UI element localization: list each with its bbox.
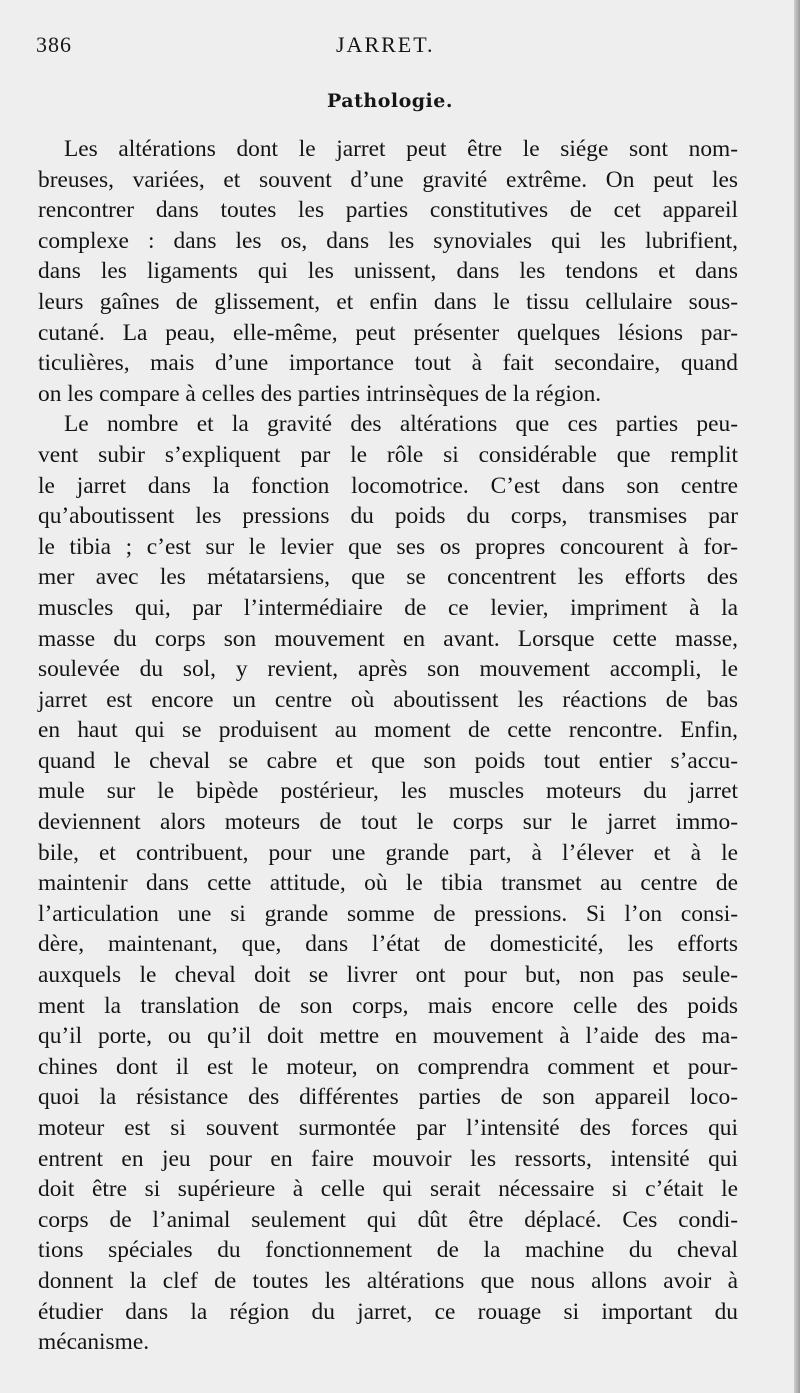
text-line: doit être si supérieure à celle qui serait nécessaire si c’était le — [38, 1176, 738, 1203]
page-number: 386 — [36, 32, 72, 57]
text-line: leurs gaînes de glissement, et enfin dans le tissu cellulaire sous- — [38, 288, 738, 315]
text-line: ticulières, mais d’une importance tout à fait secondaire, quand — [38, 350, 738, 377]
text-line: soulevée du sol, y revient, après son mouvement accompli, le — [38, 656, 738, 683]
text-line: masse du corps son mouvement en avant. Lorsque cette masse, — [38, 625, 738, 652]
text-line: dans les ligaments qui les unissent, dans les tendons et dans — [38, 258, 738, 285]
running-title: JARRET. — [336, 32, 435, 57]
text-line: ment la translation de son corps, mais encore celle des poids — [38, 992, 738, 1019]
text-line: en haut qui se produisent au moment de cette rencontre. Enfin, — [38, 717, 738, 744]
text-line: chines dont il est le moteur, on comprendra comment et pour- — [38, 1053, 738, 1080]
running-head — [36, 32, 736, 62]
text-line: breuses, variées, et souvent d’une gravité extrême. On peut les — [38, 166, 738, 193]
text-line: mécanisme. — [38, 1329, 150, 1356]
body-text — [38, 134, 738, 1358]
text-line: mer avec les métatarsiens, que se concentrent les efforts des — [38, 564, 738, 591]
text-line: rencontrer dans toutes les parties constitutives de cet appareil — [38, 197, 738, 224]
page-edge-shadow — [794, 0, 800, 1393]
text-line: deviennent alors moteurs de tout le corps sur le jarret immo- — [38, 809, 738, 836]
text-line: moteur est si souvent surmontée par l’intensité des forces qui — [38, 1115, 738, 1141]
text-line: on les compare à celles des parties intrinsèques de la région. — [38, 380, 602, 407]
text-line: muscles qui, par l’intermédiaire de ce levier, impriment à la — [38, 594, 738, 621]
text-line: corps de l’animal seulement qui dût être déplacé. Ces condi- — [38, 1206, 738, 1233]
text-line: le tibia ; c’est sur le levier que ses os propres concourent à for- — [38, 533, 738, 560]
text-line: dère, maintenant, que, dans l’état de domesticité, les efforts — [38, 931, 738, 958]
text-line: complexe : dans les os, dans les synoviales qui les lubrifient, — [38, 227, 738, 254]
text-line: étudier dans la région du jarret, ce rouage si important du — [38, 1298, 738, 1325]
text-line: vent subir s’expliquent par le rôle si considérable que remplit — [38, 441, 738, 468]
text-line: Le nombre et la gravité des altérations que ces parties peu- — [64, 411, 738, 438]
text-line: quand le cheval se cabre et que son poids tout entier s’accu- — [38, 747, 738, 774]
section-title: Pathologie. — [327, 90, 453, 112]
text-line: l’articulation une si grande somme de pressions. Si l’on consi- — [38, 900, 738, 927]
text-line: le jarret dans la fonction locomotrice. C’est dans son centre — [38, 472, 738, 499]
text-line: jarret est encore un centre où aboutissent les réactions de bas — [38, 686, 738, 713]
text-line: entrent en jeu pour en faire mouvoir les ressorts, intensité qui — [38, 1145, 738, 1172]
text-line: auxquels le cheval doit se livrer ont pour but, non pas seule- — [38, 962, 738, 989]
text-line: Les altérations dont le jarret peut être le siége sont nom- — [64, 136, 738, 162]
text-line: quoi la résistance des différentes parties de son appareil loco- — [38, 1084, 738, 1111]
text-line: qu’il porte, ou qu’il doit mettre en mouvement à l’aide des ma- — [38, 1023, 738, 1050]
text-line: tions spéciales du fonctionnement de la machine du cheval — [38, 1237, 738, 1264]
text-line: cutané. La peau, elle-même, peut présenter quelques lésions par- — [38, 319, 738, 346]
text-line: mule sur le bipède postérieur, les muscles moteurs du jarret — [38, 778, 738, 805]
text-line: qu’aboutissent les pressions du poids du corps, transmises par — [38, 503, 738, 530]
text-line: bile, et contribuent, pour une grande part, à l’élever et à le — [38, 839, 738, 866]
text-line: maintenir dans cette attitude, où le tibia transmet au centre de — [38, 870, 738, 897]
text-line: donnent la clef de toutes les altérations que nous allons avoir à — [38, 1267, 738, 1294]
